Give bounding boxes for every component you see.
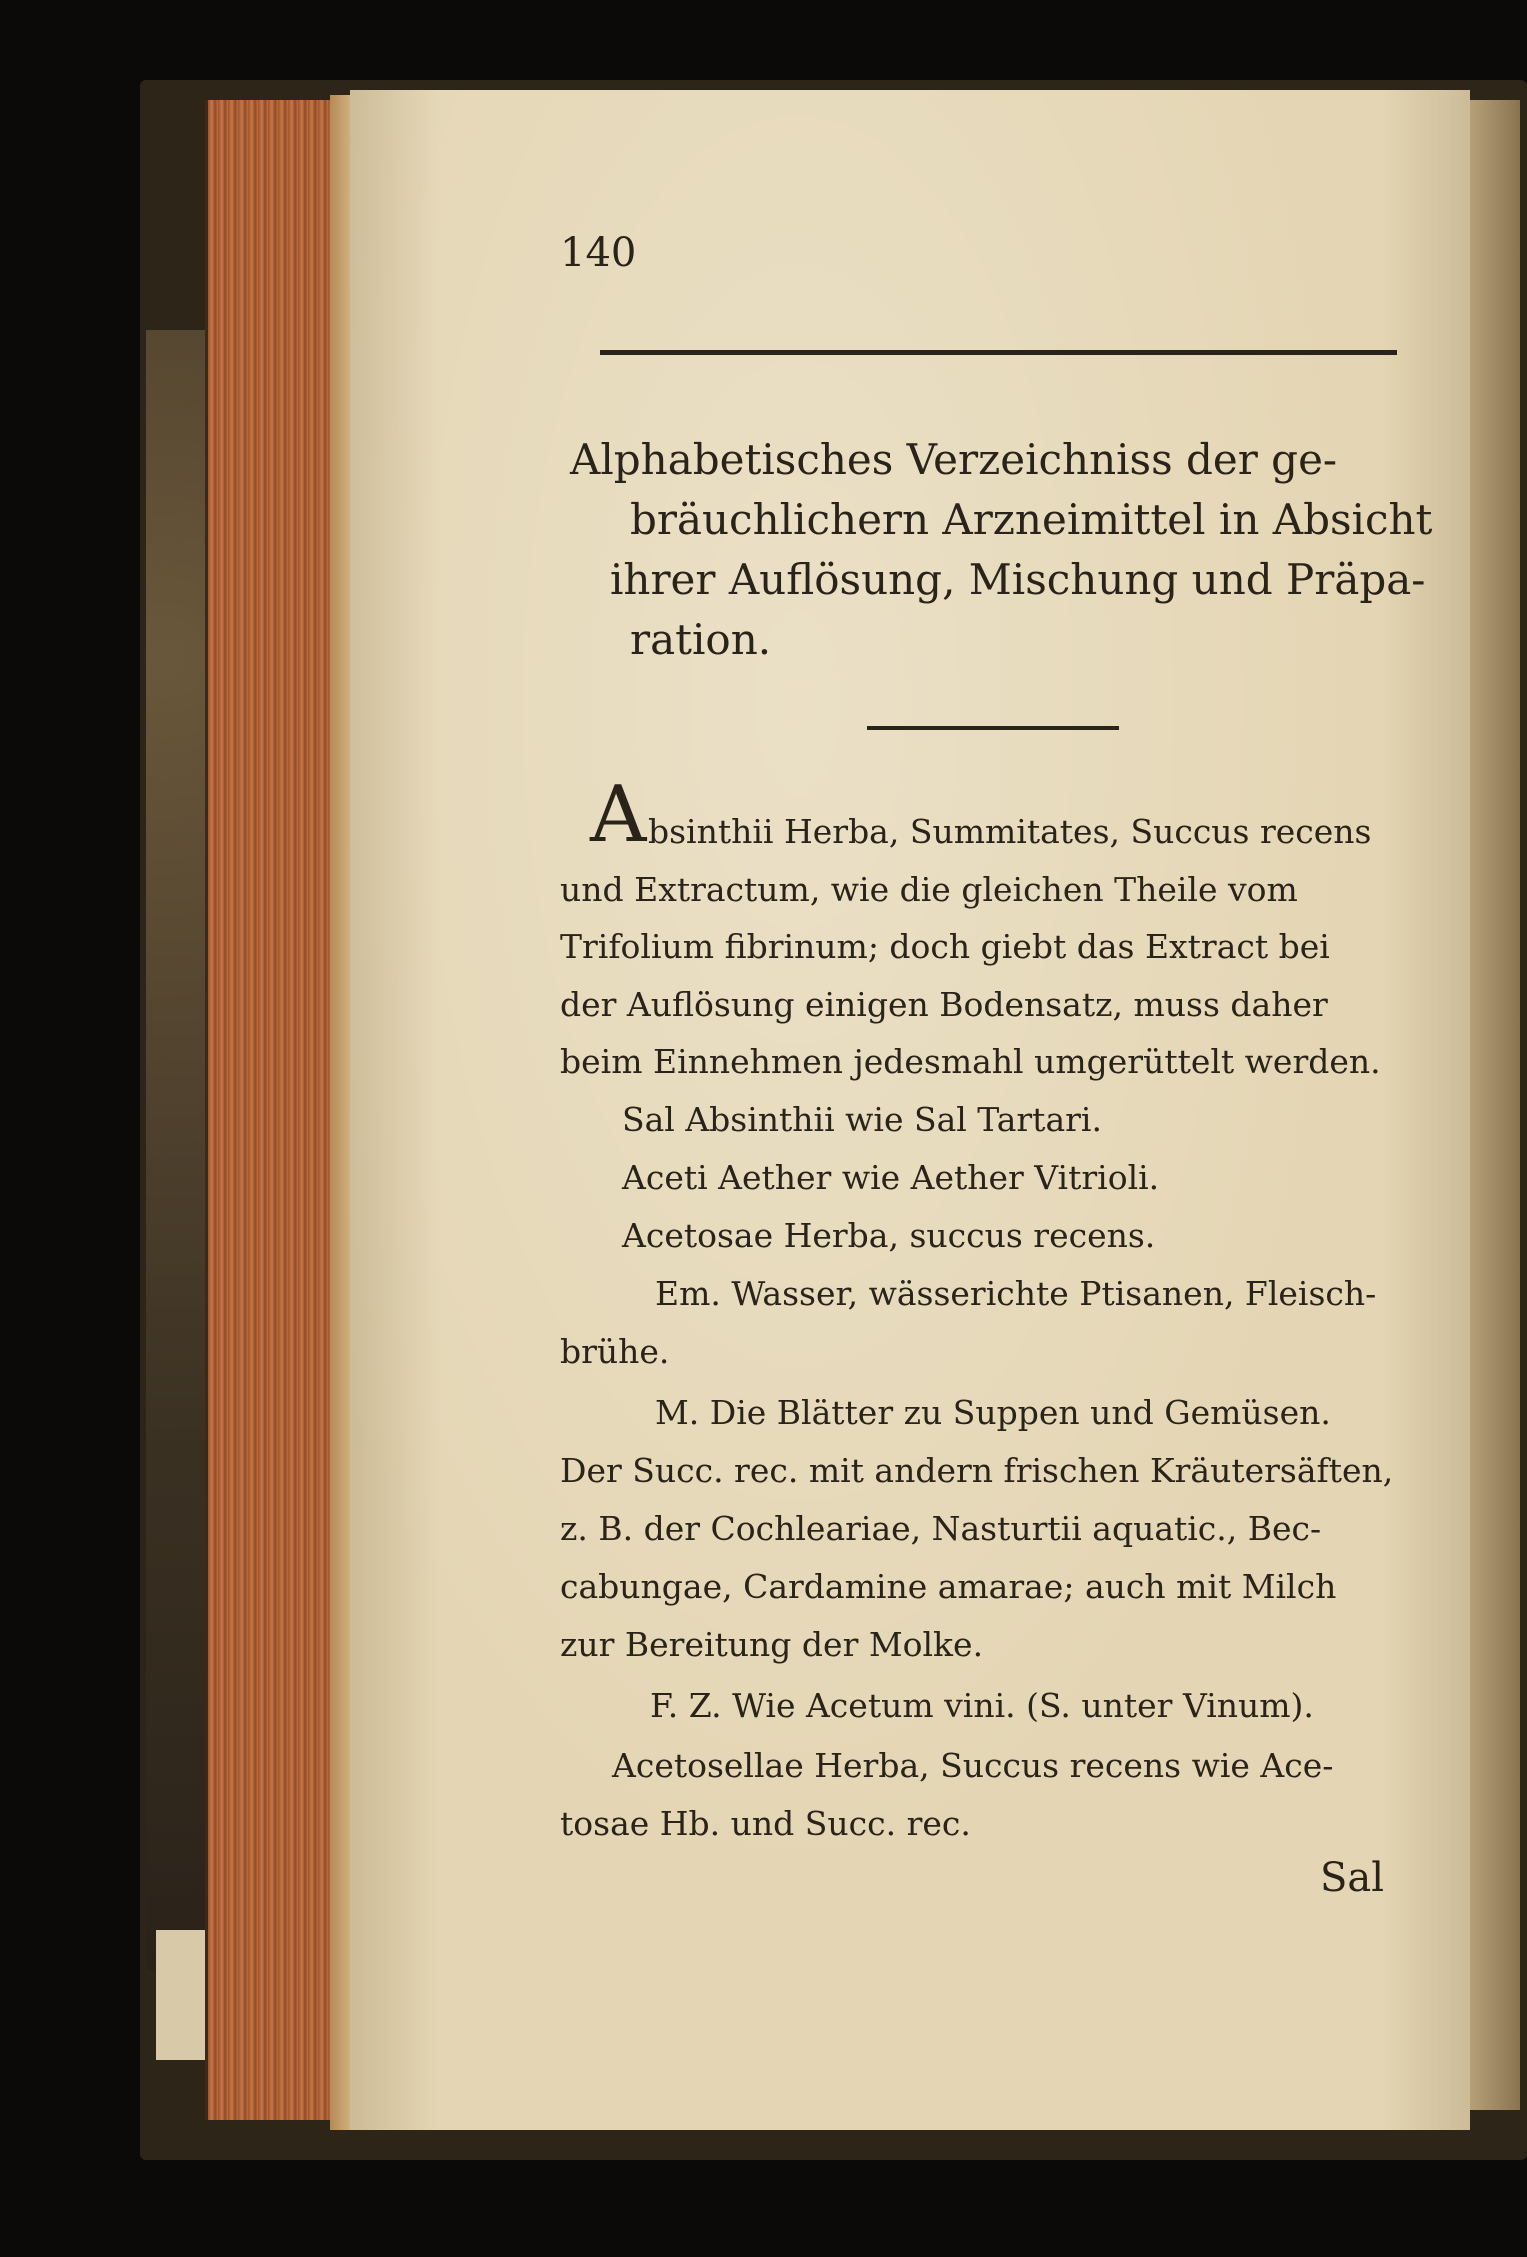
heading-line: Alphabetisches Verzeichniss der ge- [570, 435, 1338, 484]
catchword: Sal [1320, 1855, 1385, 1901]
text-line: Em. Wasser, wässerichte Ptisanen, Fleisch- [655, 1274, 1377, 1313]
text-line: Der Succ. rec. mit andern frischen Kräutersäften, [560, 1451, 1394, 1490]
section-rule [867, 726, 1119, 730]
text-line: brühe. [560, 1332, 670, 1371]
text-line: Trifolium fibrinum; doch giebt das Extract bei [560, 927, 1330, 966]
text-line: beim Einnehmen jedesmahl umgerüttelt werden. [560, 1042, 1381, 1081]
text-line: z. B. der Cochleariae, Nasturtii aquatic., Bec- [560, 1509, 1322, 1548]
text-line: Acetosae Herba, succus recens. [622, 1216, 1156, 1255]
chapter-heading [570, 430, 1433, 670]
text-line: M. Die Blätter zu Suppen und Gemüsen. [655, 1393, 1331, 1432]
header-rule [600, 350, 1397, 355]
text-line: F. Z. Wie Acetum vini. (S. unter Vinum). [650, 1686, 1314, 1725]
text-line: cabungae, Cardamine amarae; auch mit Milch [560, 1567, 1337, 1606]
marbled-board [146, 330, 208, 1970]
text-line: Aceti Aether wie Aether Vitrioli. [622, 1158, 1160, 1197]
spine-label [156, 1930, 206, 2060]
next-page-edge [1470, 100, 1520, 2110]
text-line: zur Bereitung der Molke. [560, 1625, 984, 1664]
text-line: Acetosellae Herba, Succus recens wie Ace- [612, 1746, 1334, 1785]
drop-cap: A [590, 770, 647, 860]
heading-line: bräuchlichern Arzneimittel in Absicht [630, 495, 1433, 544]
page-number: 140 [560, 230, 637, 276]
text-line: und Extractum, wie die gleichen Theile vom [560, 870, 1298, 909]
text-line: tosae Hb. und Succ. rec. [560, 1804, 971, 1843]
text-line: Sal Absinthii wie Sal Tartari. [622, 1100, 1102, 1139]
heading-line: ihrer Auflösung, Mischung und Präpa- [610, 555, 1426, 604]
text-line: der Auflösung einigen Bodensatz, muss daher [560, 985, 1328, 1024]
heading-line: ration. [630, 615, 772, 664]
text-line: bsinthii Herba, Summitates, Succus recens [648, 812, 1372, 851]
